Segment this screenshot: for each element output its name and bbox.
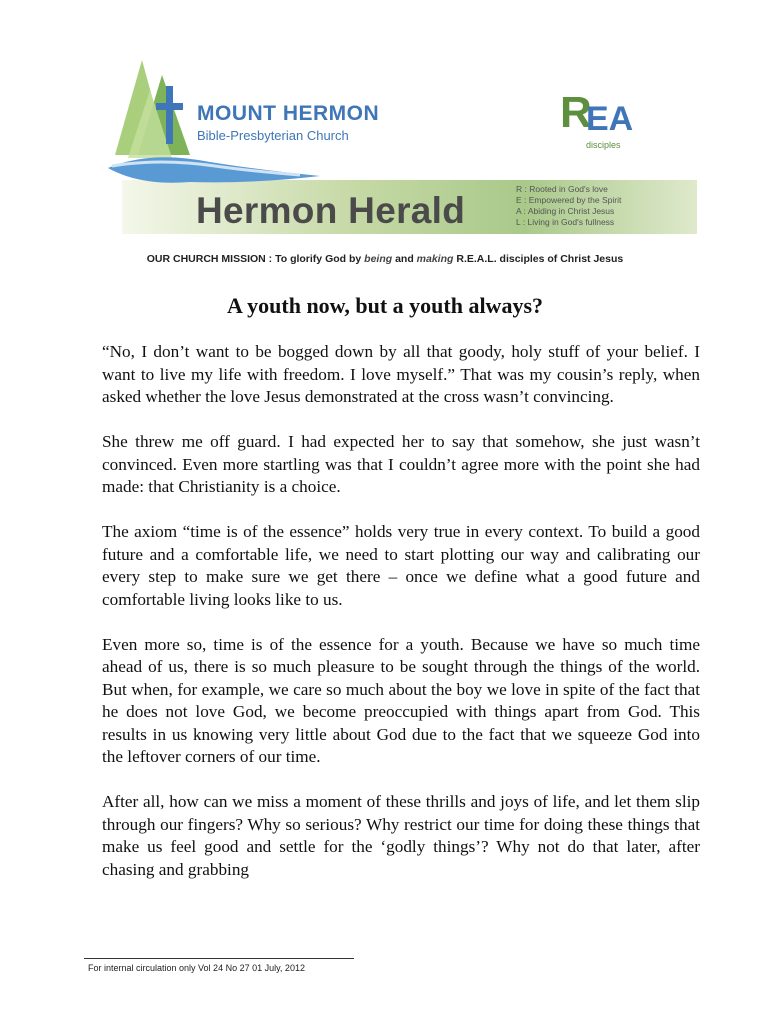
church-subtitle: Bible-Presbyterian Church — [197, 128, 349, 143]
real-logo-tagline: disciples — [586, 140, 621, 150]
church-name: MOUNT HERMON — [197, 102, 380, 125]
mission-mid: and — [392, 253, 417, 265]
real-item-a: A : Abiding in Christ Jesus — [516, 206, 615, 216]
real-logo-ea: EA — [586, 100, 634, 138]
article-paragraph: Even more so, time is of the essence for a youth. Because we have so much time ahead of us, there is so much pleasure to be sought through the things of the world. But when, for example, we care so much about the boy we love in spite of the fact that he does not love God, we become preoccupied with things apart from God. This results in us knowing very little about God due to the fact that we squeeze God into the leftover corners of our time. — [102, 634, 700, 766]
article-body — [102, 341, 700, 904]
article-paragraph: After all, how can we miss a moment of these thrills and joys of life, and let them slip through our fingers? Why so serious? Why restrict our time for doing these things that make us feel good and settle for the ‘godly things’? Why not do that later, after chasing and grabbing — [102, 792, 700, 879]
real-logo-r: R — [560, 88, 592, 137]
real-acronym-list — [516, 184, 621, 228]
church-mission — [0, 253, 770, 265]
mission-suffix: R.E.A.L. disciples of Christ Jesus — [453, 253, 624, 265]
article-title: A youth now, but a youth always? — [226, 293, 544, 318]
real-logo — [560, 88, 640, 158]
real-item-e: E : Empowered by the Spirit — [516, 195, 622, 205]
newsletter-title: Hermon Herald — [196, 190, 466, 231]
article-paragraph: “No, I don’t want to be bogged down by all that goody, holy stuff of your belief. I want to live my life with freedom. I love myself.” That was my cousin’s reply, when asked whether the love Jesus demonstrated at the cross wasn’t convincing. — [102, 342, 700, 406]
article-paragraph: The axiom “time is of the essence” holds very true in every context. To build a good future and a comfortable life, we need to start plotting our way and calibrating our every step to make sure we get there – once we define what a good future and comfortable living looks like to us. — [102, 522, 700, 609]
real-item-r: R : Rooted in God's love — [516, 184, 608, 194]
mission-word-making: making — [416, 253, 454, 265]
article-paragraph: She threw me off guard. I had expected her to say that somehow, she just wasn’t convinced. Even more startling was that I couldn’t agree more with the point she had made: that Christianity is a choice. — [102, 432, 700, 496]
footer-divider — [84, 958, 354, 959]
mission-word-being: being — [364, 253, 393, 265]
real-item-l: L : Living in God's fullness — [516, 217, 615, 227]
footer-note: For internal circulation only Vol 24 No 27 01 July, 2012 — [88, 963, 305, 973]
mission-prefix: OUR CHURCH MISSION : To glorify God by — [146, 253, 365, 265]
